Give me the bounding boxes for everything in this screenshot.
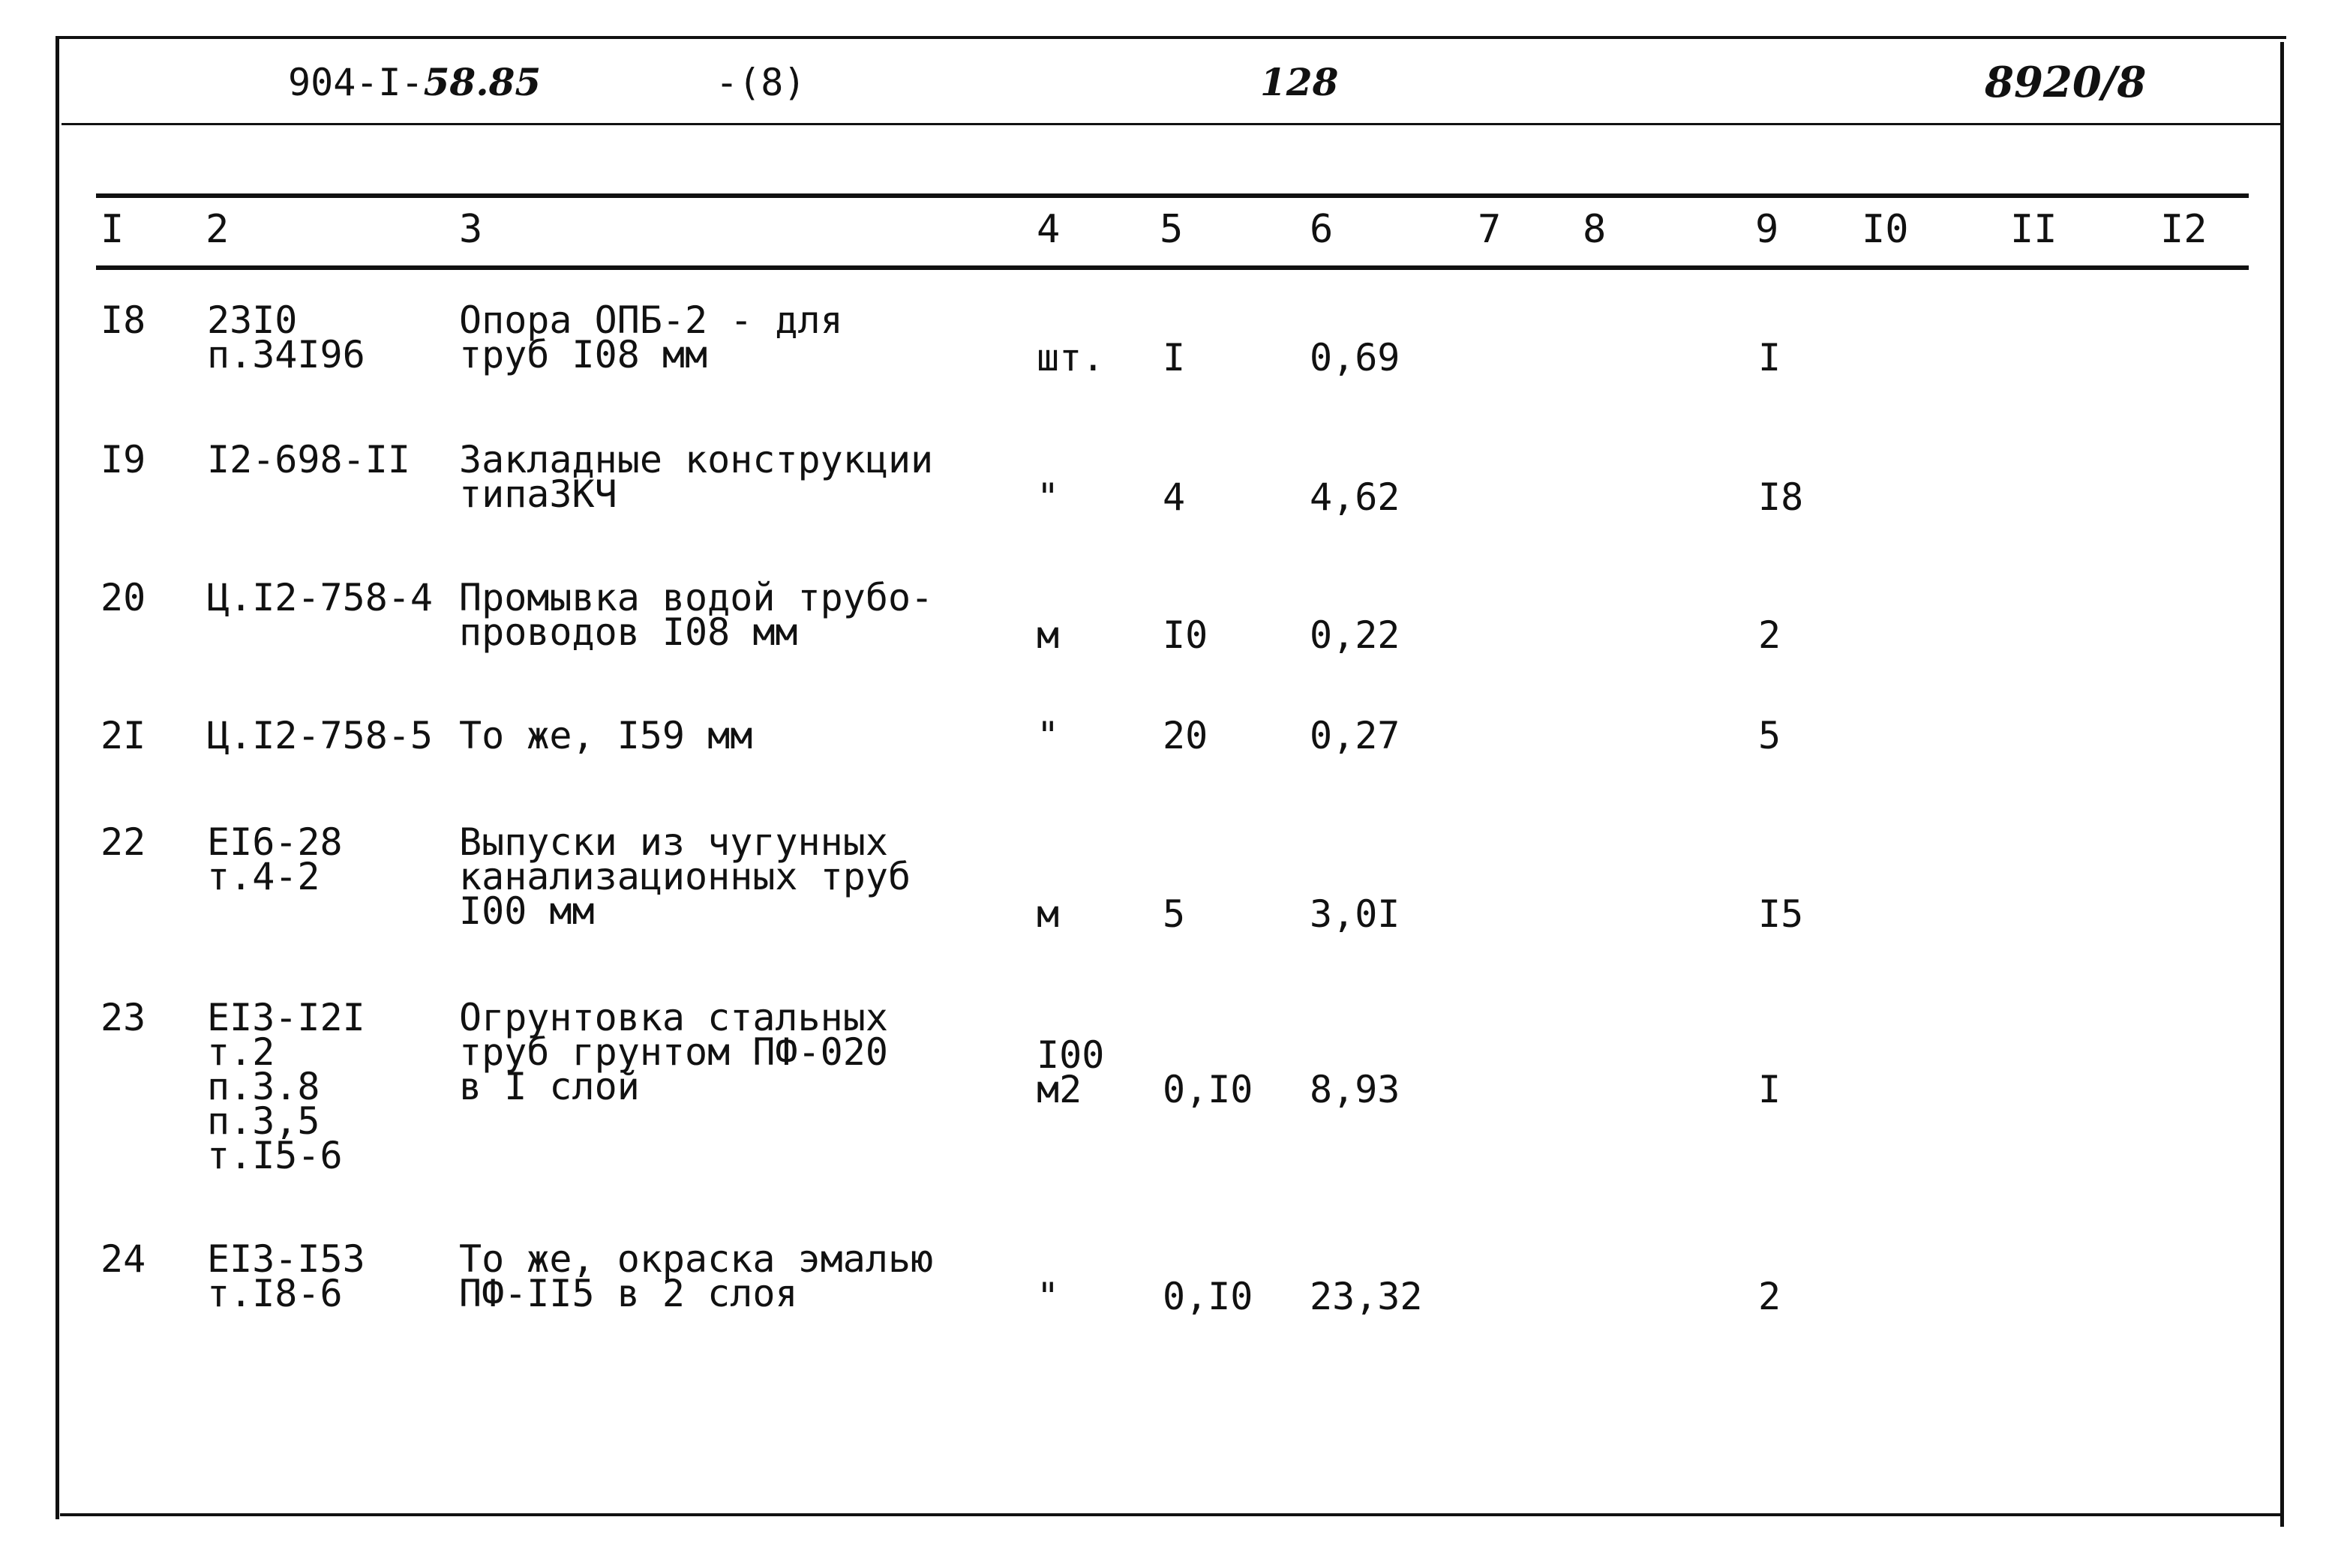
row-code-line: т.I8-6 [207, 1272, 343, 1315]
row-code [207, 1237, 365, 1315]
row-quantity: 4 [1163, 475, 1186, 519]
row-name-line: канализационных труб [459, 855, 911, 898]
table-head-line [96, 265, 2249, 270]
row-name [459, 298, 843, 376]
row-column-9: 2 [1758, 613, 1781, 657]
row-value: 8,93 [1310, 1068, 1400, 1111]
row-code-line: т.4-2 [207, 855, 320, 898]
row-unit-line: м [1037, 892, 1060, 936]
column-header: I0 [1862, 207, 1909, 252]
row-unit-line: " [1037, 475, 1060, 519]
frame-right-line [2280, 42, 2284, 1527]
row-code-line: п.3.8 [207, 1065, 320, 1108]
row-code-line: ЕI3-I2I [207, 996, 365, 1039]
row-number: 22 [101, 820, 146, 864]
row-unit [1037, 714, 1060, 757]
row-name-line: Огрунтовка стальных [459, 996, 888, 1039]
row-number: 2I [101, 714, 146, 757]
row-column-9: I8 [1758, 475, 1804, 519]
row-unit-line: м2 [1037, 1068, 1082, 1111]
row-value: 0,27 [1310, 714, 1400, 757]
row-name [459, 1237, 934, 1315]
row-name-line: труб I08 мм [459, 333, 708, 376]
row-name [459, 576, 934, 654]
sheet-part: -(8) [716, 61, 806, 104]
row-name-line: типаЗКЧ [459, 472, 617, 516]
row-code-line: п.34I96 [207, 333, 365, 376]
row-quantity: 0,I0 [1163, 1275, 1253, 1318]
row-code [207, 820, 343, 898]
row-value: 0,69 [1310, 336, 1400, 379]
column-header: 3 [459, 207, 483, 252]
row-number: 20 [101, 576, 146, 619]
row-name-line: То же, окраска эмалью [459, 1237, 934, 1281]
row-code-line: 23I0 [207, 298, 298, 342]
row-code-line: п.3,5 [207, 1099, 320, 1143]
row-value: 0,22 [1310, 613, 1400, 657]
column-header: 2 [206, 207, 230, 252]
row-quantity: I [1163, 336, 1186, 379]
frame-top-line [59, 36, 2286, 39]
frame-left-line [56, 36, 59, 1519]
row-code-line: Ц.I2-758-4 [207, 576, 434, 619]
row-value: 4,62 [1310, 475, 1400, 519]
row-quantity: 5 [1163, 892, 1186, 936]
column-header: II [2010, 207, 2057, 252]
row-code [207, 438, 410, 481]
row-name [459, 438, 934, 516]
row-value: 23,32 [1310, 1275, 1423, 1318]
row-unit [1037, 613, 1060, 657]
row-value: 3,0I [1310, 892, 1400, 936]
row-number: 23 [101, 996, 146, 1039]
row-unit [1037, 1033, 1105, 1111]
page-number: 128 [1260, 60, 1339, 104]
row-name [459, 820, 911, 933]
archive-number: 8920/8 [1985, 58, 2147, 107]
document-code-prefix: 904-I- [288, 61, 424, 104]
column-header: 9 [1755, 207, 1779, 252]
row-code-line: ЕI6-28 [207, 820, 343, 864]
row-column-9: I [1758, 336, 1781, 379]
header-divider-line [62, 123, 2282, 125]
row-code [207, 576, 434, 619]
row-code [207, 714, 434, 757]
row-name-line: Закладные конструкции [459, 438, 934, 481]
column-header: 6 [1310, 207, 1334, 252]
row-unit [1037, 892, 1060, 936]
row-unit [1037, 336, 1105, 379]
column-header: 7 [1478, 207, 1502, 252]
column-header: 4 [1037, 207, 1061, 252]
row-name [459, 714, 753, 757]
column-header: I2 [2160, 207, 2207, 252]
frame-bottom-line [60, 1513, 2280, 1516]
row-column-9: I5 [1758, 892, 1804, 936]
document-code-handwritten: 58.85 [423, 60, 542, 104]
row-column-9: 2 [1758, 1275, 1781, 1318]
row-quantity: 0,I0 [1163, 1068, 1253, 1111]
row-code [207, 298, 365, 376]
row-quantity: 20 [1163, 714, 1208, 757]
row-column-9: 5 [1758, 714, 1781, 757]
row-code [207, 996, 365, 1177]
row-number: 24 [101, 1237, 146, 1281]
row-code-line: ЕI3-I53 [207, 1237, 365, 1281]
row-name-line: Промывка водой трубо- [459, 576, 934, 619]
document-code [288, 61, 541, 103]
column-header: 5 [1160, 207, 1184, 252]
row-name-line: Опора ОПБ-2 - для [459, 298, 843, 342]
row-number: I8 [101, 298, 146, 342]
row-code-line: Ц.I2-758-5 [207, 714, 434, 757]
row-number: I9 [101, 438, 146, 481]
row-name-line: проводов I08 мм [459, 610, 798, 654]
row-column-9: I [1758, 1068, 1781, 1111]
row-name-line: в I слой [459, 1065, 640, 1108]
row-name-line: I00 мм [459, 889, 595, 933]
row-name [459, 996, 888, 1108]
row-code-line: т.2 [207, 1030, 275, 1074]
row-unit-line: шт. [1037, 336, 1105, 379]
row-quantity: I0 [1163, 613, 1208, 657]
row-unit [1037, 475, 1060, 519]
column-header: I [101, 207, 125, 252]
column-header: 8 [1583, 207, 1607, 252]
row-unit-line: I00 [1037, 1033, 1105, 1077]
row-code-line: т.I5-6 [207, 1134, 343, 1177]
row-code-line: I2-698-II [207, 438, 410, 481]
row-name-line: труб грунтом ПФ-020 [459, 1030, 888, 1074]
row-unit-line: " [1037, 1275, 1060, 1318]
row-name-line: Выпуски из чугунных [459, 820, 888, 864]
table-top-line [96, 193, 2249, 198]
row-unit [1037, 1275, 1060, 1318]
row-name-line: То же, I59 мм [459, 714, 753, 757]
row-unit-line: " [1037, 714, 1060, 757]
row-name-line: ПФ-II5 в 2 слоя [459, 1272, 798, 1315]
row-unit-line: м [1037, 613, 1060, 657]
